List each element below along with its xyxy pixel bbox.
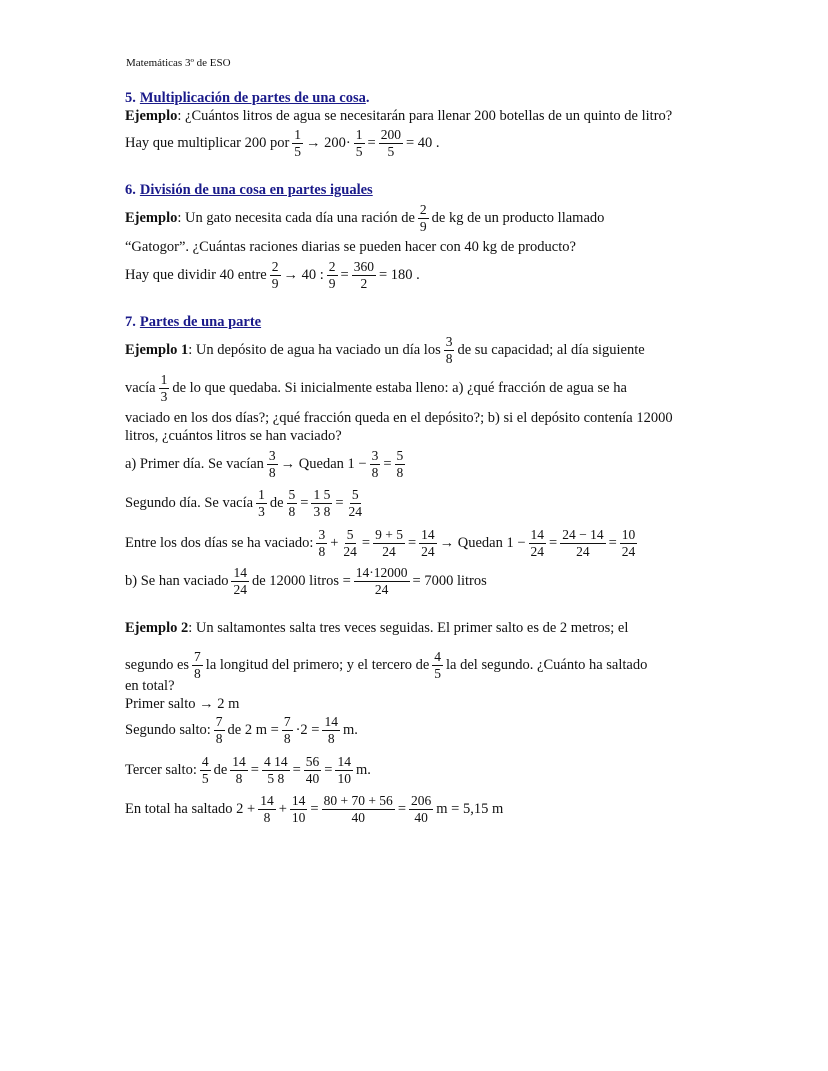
fraction	[322, 793, 395, 826]
first-jump-line: Primer salto → 2 m	[125, 696, 240, 712]
numerator: 80 + 70 + 56	[323, 793, 393, 808]
text: +	[278, 801, 287, 817]
denominator: 8	[445, 351, 453, 366]
denominator: 24	[374, 582, 389, 597]
total-jump-line	[125, 793, 503, 826]
text: =	[367, 135, 376, 151]
text: de su capacidad; al día siguiente	[457, 342, 645, 358]
section-number: 6.	[125, 182, 136, 198]
fraction	[352, 259, 376, 292]
numerator: 360	[353, 259, 374, 274]
fraction	[373, 527, 405, 560]
third-jump-line	[125, 754, 371, 787]
numerator: 1	[258, 487, 265, 502]
denominator: 8	[396, 465, 404, 480]
denominator: 8	[263, 810, 271, 825]
example-text: : ¿Cuántos litros de agua se necesitarán para llenar 200 botellas de un quinto de litro?	[177, 108, 673, 124]
denominator: 5	[434, 666, 442, 681]
text: m.	[355, 762, 371, 778]
text: =	[324, 762, 333, 778]
numerator: 2	[271, 259, 279, 274]
text: b) Se han vaciado	[125, 573, 229, 589]
ex1-line-4: litros, ¿cuántos litros se han vaciado?	[125, 428, 342, 444]
numerator: 14	[291, 793, 306, 808]
text: =	[335, 495, 344, 511]
fraction	[258, 793, 276, 826]
text: → 200·	[306, 135, 351, 151]
text: = 180 .	[378, 267, 420, 283]
denominator: 8	[268, 465, 276, 480]
denominator: 8	[194, 666, 201, 681]
fraction	[231, 565, 249, 598]
text: la del segundo. ¿Cuánto ha saltado	[446, 657, 648, 673]
ex1-line-3: vaciado en los dos días?; ¿qué fracción queda en el depósito?; b) si el depósito contenía 12000	[125, 410, 673, 426]
text: de lo que quedaba. Si inicialmente estaba lleno: a) ¿qué fracción de agua se ha	[172, 380, 627, 396]
denominator: 8	[215, 731, 223, 746]
fraction	[444, 334, 455, 367]
denominator: 5 8	[267, 771, 285, 786]
fraction	[409, 793, 433, 826]
denominator: 5	[294, 144, 302, 159]
s6-example-line	[125, 202, 604, 235]
numerator: 14	[233, 565, 247, 580]
ex1-line-1	[125, 334, 645, 367]
text: En total ha saltado 2 +	[125, 801, 256, 817]
numerator: 7	[215, 714, 223, 729]
text: +	[330, 535, 339, 551]
text: de 12000 litros =	[251, 573, 351, 589]
denominator: 8	[235, 771, 243, 786]
fraction	[192, 649, 203, 682]
fraction	[418, 202, 429, 235]
denominator: 5	[201, 771, 209, 786]
text: Hay que dividir 40 entre	[125, 267, 267, 283]
denominator: 9	[271, 276, 279, 291]
numerator: 3	[371, 448, 379, 463]
fraction	[292, 127, 303, 160]
denominator: 40	[351, 810, 365, 825]
fraction	[262, 754, 290, 787]
section-6-heading	[125, 182, 373, 199]
fraction	[432, 649, 443, 682]
denominator: 3	[160, 389, 168, 404]
numerator: 3	[318, 527, 326, 542]
second-jump-line	[125, 714, 358, 747]
numerator: 4 14	[263, 754, 288, 769]
s5-example-line	[125, 108, 672, 125]
fraction	[370, 448, 381, 481]
text: ·2 =	[295, 722, 320, 738]
s5-solution-line	[125, 127, 440, 160]
denominator: 40	[414, 810, 428, 825]
ex2-line-2	[125, 649, 647, 682]
text: =	[340, 267, 349, 283]
page-header: Matemáticas 3º de ESO	[126, 57, 231, 69]
numerator: 5	[351, 487, 359, 502]
text: =	[608, 535, 617, 551]
fraction	[214, 714, 225, 747]
text: =	[300, 495, 309, 511]
text: m = 5,15 m	[436, 801, 504, 817]
section-number: 5.	[125, 90, 136, 106]
fraction	[560, 527, 605, 560]
section-7-heading	[125, 314, 261, 331]
text: Tercer salto:	[125, 762, 197, 778]
denominator: 40	[305, 771, 320, 786]
denominator: 9	[419, 219, 427, 234]
fraction	[620, 527, 638, 560]
numerator: 14	[530, 527, 545, 542]
s6-solution-line	[125, 259, 420, 292]
numerator: 5	[396, 448, 404, 463]
denominator: 5	[387, 144, 395, 159]
numerator: 14	[421, 527, 435, 542]
denominator: 3	[258, 504, 265, 519]
text: =	[250, 762, 259, 778]
fraction	[419, 527, 437, 560]
fraction	[354, 127, 365, 160]
text: = 40 .	[405, 135, 440, 151]
text: → Quedan 1 −	[280, 456, 367, 472]
numerator: 1	[294, 127, 302, 142]
text: : Un gato necesita cada día una ración de	[177, 210, 415, 226]
numerator: 14	[337, 754, 351, 769]
text: =	[292, 762, 301, 778]
text: → Quedan 1 −	[439, 535, 526, 551]
text: de 2 m =	[227, 722, 279, 738]
fraction	[290, 793, 308, 826]
section-number: 7.	[125, 314, 136, 330]
text: Segundo salto:	[125, 722, 211, 738]
numerator: 206	[411, 793, 432, 808]
denominator: 24	[348, 504, 362, 519]
denominator: 8	[371, 465, 379, 480]
title-dot: .	[365, 90, 370, 106]
denominator: 24	[343, 544, 357, 559]
section-title[interactable]: Multiplicación de partes de una cosa	[139, 90, 366, 106]
fraction	[395, 448, 406, 481]
numerator: 14	[324, 714, 338, 729]
fraction	[200, 754, 211, 787]
numerator: 1	[355, 127, 363, 142]
section-title[interactable]: División de una cosa en partes iguales	[139, 182, 373, 198]
fraction	[304, 754, 322, 787]
numerator: 5	[288, 487, 296, 502]
fraction	[335, 754, 353, 787]
fraction	[322, 714, 340, 747]
text: Hay que multiplicar 200 por	[125, 135, 290, 151]
text: =	[310, 801, 319, 817]
example-label: Ejemplo 2	[125, 620, 189, 636]
ex1-part-b	[125, 565, 487, 598]
text: segundo es	[125, 657, 190, 673]
numerator: 7	[283, 714, 291, 729]
numerator: 9 + 5	[375, 527, 403, 542]
ex1-second-day	[125, 487, 367, 520]
denominator: 3 8	[313, 504, 331, 519]
section-5-heading	[125, 90, 369, 107]
text: de kg de un producto llamado	[431, 210, 605, 226]
example-label: Ejemplo	[125, 108, 178, 124]
numerator: 3	[445, 334, 453, 349]
fraction	[529, 527, 547, 560]
section-title[interactable]: Partes de una parte	[139, 314, 262, 330]
numerator: 3	[268, 448, 276, 463]
denominator: 24	[621, 544, 636, 559]
text: la longitud del primero; y el tercero de	[205, 657, 430, 673]
text: Entre los dos días se ha vaciado:	[125, 535, 314, 551]
text: : Un depósito de agua ha vaciado un día los	[188, 342, 441, 358]
denominator: 2	[360, 276, 368, 291]
ex1-line-2	[125, 372, 627, 405]
numerator: 24 − 14	[562, 527, 604, 542]
numerator: 10	[621, 527, 636, 542]
text: de	[213, 762, 228, 778]
numerator: 4	[434, 649, 442, 664]
numerator: 5	[346, 527, 354, 542]
fraction	[354, 565, 410, 598]
fraction	[347, 487, 365, 520]
denominator: 8	[318, 544, 326, 559]
denominator: 8	[283, 731, 291, 746]
denominator: 24	[530, 544, 545, 559]
text: a) Primer día. Se vacían	[125, 456, 264, 472]
fraction	[230, 754, 248, 787]
text: vacía	[125, 380, 156, 396]
fraction	[311, 487, 332, 520]
text: → 40 :	[283, 267, 324, 283]
denominator: 24	[576, 544, 590, 559]
denominator: 8	[288, 504, 296, 519]
text: =	[397, 801, 406, 817]
ex2-line-1	[125, 620, 628, 637]
fraction	[267, 448, 278, 481]
fraction	[287, 487, 298, 520]
numerator: 14	[232, 754, 246, 769]
text: =	[549, 535, 558, 551]
text: =	[361, 535, 371, 551]
fraction	[327, 259, 338, 292]
text: =	[407, 535, 417, 551]
numerator: 4	[201, 754, 209, 769]
numerator: 2	[328, 259, 336, 274]
numerator: 14·12000	[355, 565, 408, 580]
text: : Un saltamontes salta tres veces seguidas. El primer salto es de 2 metros; el	[188, 620, 629, 636]
denominator: 10	[291, 810, 306, 825]
numerator: 1	[160, 372, 168, 387]
numerator: 7	[194, 649, 201, 664]
text: Segundo día. Se vacía	[125, 495, 254, 511]
fraction	[316, 527, 327, 560]
denominator: 24	[421, 544, 435, 559]
denominator: 8	[327, 731, 335, 746]
example-label: Ejemplo 1	[125, 342, 189, 358]
fraction	[159, 372, 170, 405]
numerator: 200	[380, 127, 401, 142]
numerator: 1 5	[313, 487, 331, 502]
denominator: 5	[355, 144, 363, 159]
fraction	[256, 487, 267, 520]
ex1-part-a	[125, 448, 408, 481]
denominator: 24	[233, 582, 247, 597]
numerator: 14	[260, 793, 274, 808]
text: =	[383, 456, 392, 472]
text: de	[269, 495, 284, 511]
numerator: 2	[419, 202, 427, 217]
denominator: 9	[328, 276, 336, 291]
ex2-line-3: en total?	[125, 678, 175, 694]
fraction	[341, 527, 359, 560]
example-label: Ejemplo	[125, 210, 178, 226]
text: = 7000 litros	[412, 573, 487, 589]
text: m.	[342, 722, 358, 738]
fraction	[270, 259, 281, 292]
denominator: 10	[337, 771, 351, 786]
fraction	[379, 127, 403, 160]
s6-example-line-2: “Gatogor”. ¿Cuántas raciones diarias se pueden hacer con 40 kg de producto?	[125, 239, 576, 255]
denominator: 24	[382, 544, 396, 559]
numerator: 56	[305, 754, 320, 769]
fraction	[282, 714, 293, 747]
ex1-both-days	[125, 527, 640, 560]
